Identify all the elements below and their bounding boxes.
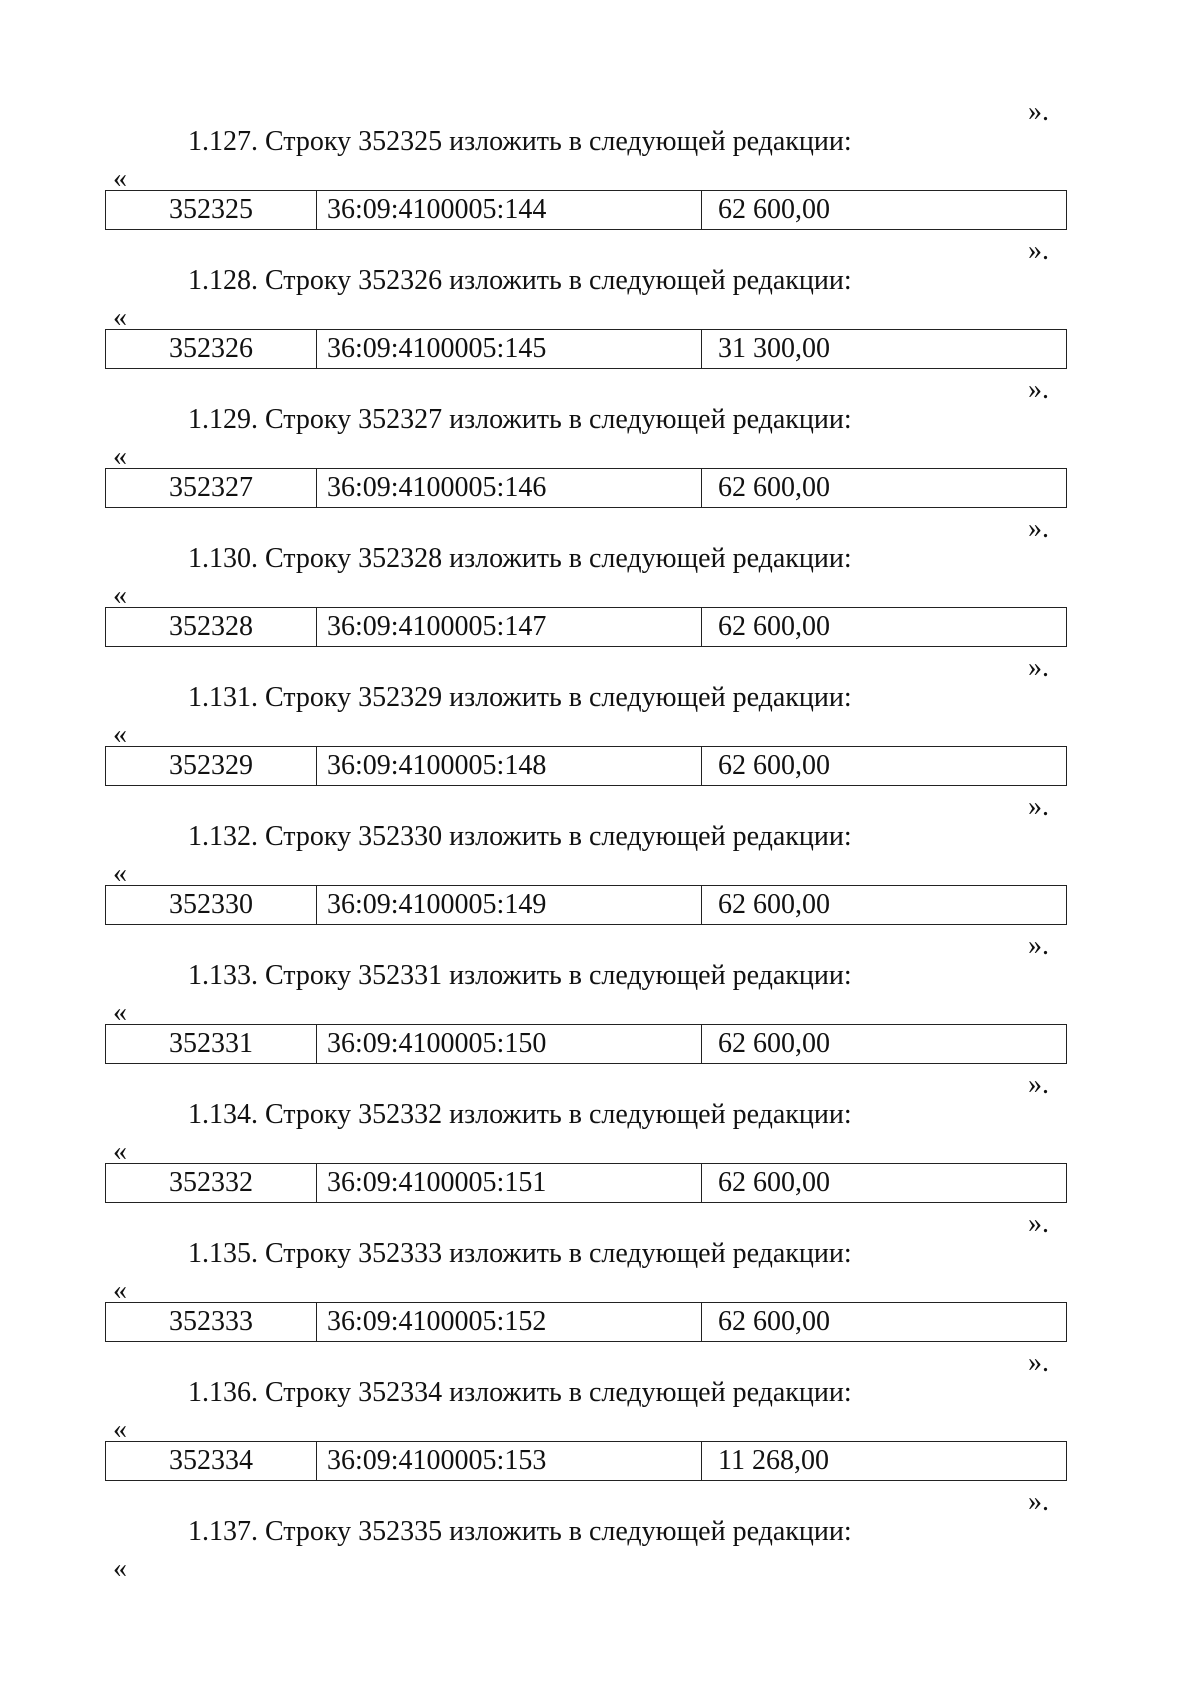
closing-quote: ». (1028, 652, 1049, 683)
table-row (105, 607, 1067, 647)
cadastral-number-cell: 36:09:4100005:152 (317, 1303, 702, 1341)
row-code-cell: 352334 (106, 1442, 317, 1480)
opening-quote: « (113, 1136, 127, 1167)
amount-cell: 62 600,00 (718, 750, 830, 781)
amount-cell: 11 268,00 (718, 1445, 829, 1476)
table-row (105, 190, 1067, 230)
cadastral-number-cell: 36:09:4100005:144 (317, 191, 702, 229)
cadastral-number-cell: 36:09:4100005:146 (317, 469, 702, 507)
closing-quote: ». (1028, 1347, 1049, 1378)
table-row (105, 1441, 1067, 1481)
table-row (105, 746, 1067, 786)
closing-quote: ». (1028, 513, 1049, 544)
closing-quote: ». (1028, 1486, 1049, 1517)
closing-quote: ». (1028, 1069, 1049, 1100)
table-row (105, 468, 1067, 508)
closing-quote: ». (1028, 791, 1049, 822)
opening-quote: « (113, 302, 127, 333)
amount-cell: 62 600,00 (718, 1028, 830, 1059)
table-row (105, 885, 1067, 925)
amendment-heading: 1.137. Строку 352335 изложить в следующей редакции: (188, 1516, 852, 1547)
opening-quote: « (113, 580, 127, 611)
opening-quote: « (113, 163, 127, 194)
closing-quote: ». (1028, 1208, 1049, 1239)
amendment-heading: 1.136. Строку 352334 изложить в следующей редакции: (188, 1377, 852, 1408)
row-code-cell: 352332 (106, 1164, 317, 1202)
table-row (105, 1163, 1067, 1203)
amendment-heading: 1.135. Строку 352333 изложить в следующей редакции: (188, 1238, 852, 1269)
table-row (105, 329, 1067, 369)
cadastral-number-cell: 36:09:4100005:147 (317, 608, 702, 646)
opening-quote: « (113, 997, 127, 1028)
cadastral-number-cell: 36:09:4100005:145 (317, 330, 702, 368)
opening-quote: « (113, 858, 127, 889)
row-code-cell: 352328 (106, 608, 317, 646)
amendment-heading: 1.127. Строку 352325 изложить в следующей редакции: (188, 126, 852, 157)
amendment-heading: 1.134. Строку 352332 изложить в следующей редакции: (188, 1099, 852, 1130)
closing-quote: ». (1028, 374, 1049, 405)
row-code-cell: 352326 (106, 330, 317, 368)
amount-cell: 62 600,00 (718, 1306, 830, 1337)
amount-cell: 62 600,00 (718, 472, 830, 503)
amendment-heading: 1.130. Строку 352328 изложить в следующей редакции: (188, 543, 852, 574)
row-code-cell: 352327 (106, 469, 317, 507)
opening-quote: « (113, 1275, 127, 1306)
amendment-heading: 1.131. Строку 352329 изложить в следующей редакции: (188, 682, 852, 713)
cadastral-number-cell: 36:09:4100005:150 (317, 1025, 702, 1063)
opening-quote: « (113, 1553, 127, 1584)
amount-cell: 62 600,00 (718, 611, 830, 642)
amendment-heading: 1.132. Строку 352330 изложить в следующей редакции: (188, 821, 852, 852)
row-code-cell: 352331 (106, 1025, 317, 1063)
amendment-heading: 1.133. Строку 352331 изложить в следующей редакции: (188, 960, 852, 991)
cadastral-number-cell: 36:09:4100005:151 (317, 1164, 702, 1202)
amendment-heading: 1.129. Строку 352327 изложить в следующей редакции: (188, 404, 852, 435)
row-code-cell: 352325 (106, 191, 317, 229)
opening-quote: « (113, 441, 127, 472)
closing-quote: ». (1028, 96, 1049, 127)
amount-cell: 62 600,00 (718, 194, 830, 225)
opening-quote: « (113, 719, 127, 750)
amount-cell: 62 600,00 (718, 889, 830, 920)
row-code-cell: 352333 (106, 1303, 317, 1341)
table-row (105, 1024, 1067, 1064)
row-code-cell: 352330 (106, 886, 317, 924)
amendment-heading: 1.128. Строку 352326 изложить в следующей редакции: (188, 265, 852, 296)
amount-cell: 62 600,00 (718, 1167, 830, 1198)
row-code-cell: 352329 (106, 747, 317, 785)
closing-quote: ». (1028, 235, 1049, 266)
opening-quote: « (113, 1414, 127, 1445)
cadastral-number-cell: 36:09:4100005:153 (317, 1442, 702, 1480)
cadastral-number-cell: 36:09:4100005:148 (317, 747, 702, 785)
amount-cell: 31 300,00 (718, 333, 830, 364)
closing-quote: ». (1028, 930, 1049, 961)
cadastral-number-cell: 36:09:4100005:149 (317, 886, 702, 924)
table-row (105, 1302, 1067, 1342)
